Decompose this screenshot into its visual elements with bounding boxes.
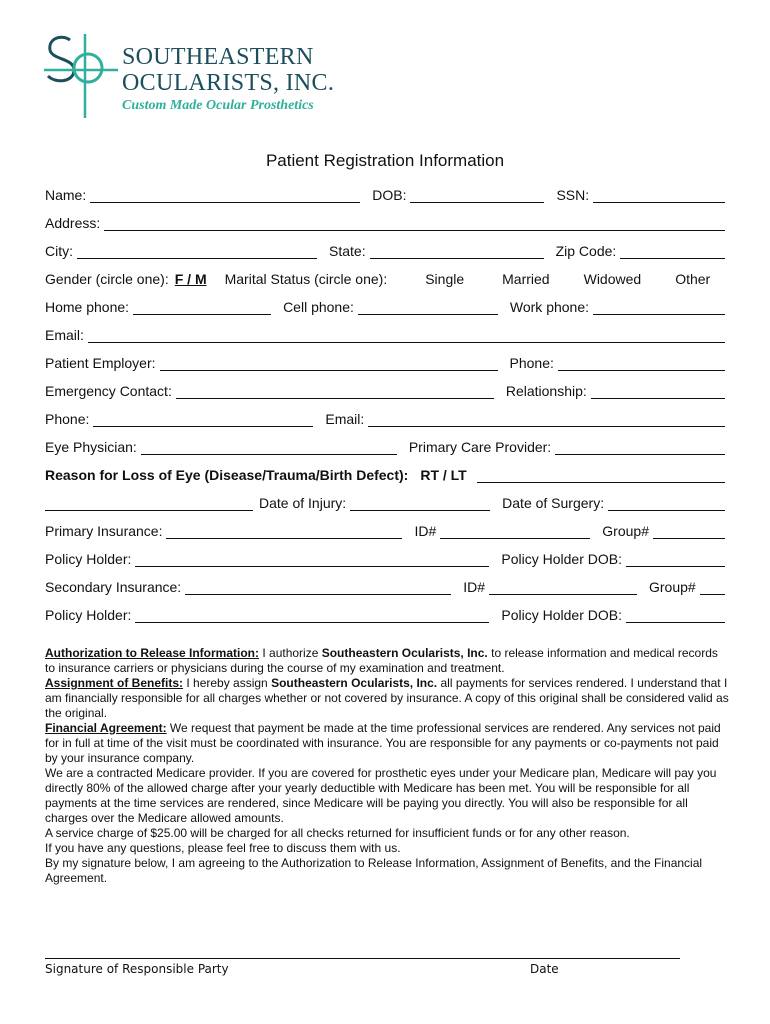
assignment-heading: Assignment of Benefits: [45, 676, 184, 690]
signature-label: Signature of Responsible Party [45, 962, 229, 976]
authorization-paragraph [45, 646, 730, 676]
gender-options[interactable]: F / M [174, 271, 207, 287]
cell-phone-field[interactable] [358, 300, 498, 315]
phone-label: Phone: [509, 355, 554, 371]
primary-care-field[interactable] [555, 440, 725, 455]
secondary-insurance-label: Secondary Insurance: [45, 579, 182, 595]
marital-option-married[interactable]: Married [502, 271, 550, 287]
service-charge-paragraph: A service charge of $25.00 will be charged for all checks returned for insufficient funds or for any other reason. [45, 826, 630, 840]
date-of-surgery-field[interactable] [608, 496, 725, 511]
zip-label: Zip Code: [555, 243, 617, 259]
email-label: Email: [45, 327, 84, 343]
form-title: Patient Registration Information [265, 151, 505, 170]
company-name-line2: OCULARISTS, INC. [122, 70, 335, 96]
secondary-insurance-field[interactable] [185, 580, 451, 595]
authorization-company: Southeastern Ocularists, Inc. [321, 646, 488, 660]
id-label: ID# [414, 523, 437, 539]
eye-physician-field[interactable] [141, 440, 397, 455]
policy-holder-row [45, 547, 725, 567]
terms-section [45, 646, 730, 886]
financial-text: We request that payment be made at the time professional services are rendered. Any services not paid for in full at time of the visit must be coordinated with insurance. You are responsible for any payments or co-payments not paid by your insurance company. [45, 721, 721, 765]
emergency-phone-field[interactable] [93, 412, 313, 427]
city-label: City: [45, 243, 73, 259]
date-of-injury-field[interactable] [350, 496, 490, 511]
reason-continued-field[interactable] [45, 496, 253, 511]
medicare-paragraph: We are a contracted Medicare provider. If you are covered for prosthetic eyes under your Medicare plan, Medicare will pay you directly 80% of the allowed charge after your yearly deductible with Medicare has been met. You will be responsible for all payments at the time services are rendered, since Medicare will be paying you directly. You will also be responsible for all charges over the Medicare allowed amounts. [45, 766, 717, 825]
company-logo [40, 30, 360, 120]
policy-holder-label: Policy Holder: [45, 551, 132, 567]
secondary-group-field[interactable] [700, 580, 725, 595]
patient-employer-field[interactable] [160, 356, 498, 371]
dob-field[interactable] [410, 188, 544, 203]
home-phone-field[interactable] [133, 300, 271, 315]
ssn-label: SSN: [556, 187, 590, 203]
home-phone-label: Home phone: [45, 299, 130, 315]
assignment-paragraph [45, 676, 730, 721]
questions-paragraph: If you have any questions, please feel free to discuss them with us. [45, 841, 401, 855]
primary-insurance-field[interactable] [166, 524, 402, 539]
primary-insurance-row [45, 519, 725, 539]
emergency-contact-label: Emergency Contact: [45, 383, 172, 399]
company-name-line1: SOUTHEASTERN [122, 44, 314, 70]
authorization-text-pre: I authorize [259, 646, 322, 660]
policy-holder-dob-field[interactable] [626, 552, 725, 567]
zip-field[interactable] [620, 244, 725, 259]
name-field[interactable] [90, 188, 360, 203]
emergency-email-field[interactable] [368, 412, 725, 427]
state-field[interactable] [370, 244, 544, 259]
financial-paragraph [45, 721, 730, 766]
name-label: Name: [45, 187, 87, 203]
work-phone-label: Work phone: [509, 299, 590, 315]
reason-row [45, 463, 725, 483]
email-field[interactable] [88, 328, 725, 343]
injury-row [45, 491, 725, 511]
group-label: Group# [602, 523, 649, 539]
assignment-text-pre: I hereby assign [183, 676, 272, 690]
dob-label: DOB: [372, 187, 407, 203]
city-row [45, 239, 725, 259]
financial-heading: Financial Agreement: [45, 721, 167, 735]
primary-group-field[interactable] [653, 524, 725, 539]
date-label: Date [530, 962, 559, 976]
policy-holder2-field[interactable] [135, 608, 489, 623]
reason-field[interactable] [477, 468, 725, 483]
id2-label: ID# [463, 579, 485, 595]
primary-insurance-label: Primary Insurance: [45, 523, 163, 539]
reason-label: Reason for Loss of Eye (Disease/Trauma/Birth Defect): [45, 467, 409, 483]
policy-holder-dob2-field[interactable] [626, 608, 725, 623]
primary-care-label: Primary Care Provider: [408, 439, 552, 455]
assignment-company: Southeastern Ocularists, Inc. [271, 676, 438, 690]
ssn-field[interactable] [593, 188, 725, 203]
phones-row [45, 295, 725, 315]
signature-agreement-paragraph: By my signature below, I am agreeing to the Authorization to Release Information, Assignment of Benefits, and the Financial Agreement. [45, 856, 703, 885]
assignment-text-post: all payments for services rendered. I understand that I am financially responsible for all charges whether or not covered by insurance. A copy of this original shall be considered valid as the original. [45, 676, 729, 720]
relationship-label: Relationship: [505, 383, 587, 399]
cell-phone-label: Cell phone: [283, 299, 354, 315]
emergency-email-label: Email: [325, 411, 365, 427]
address-row [45, 211, 725, 231]
emergency-phone-label: Phone: [45, 411, 90, 427]
policy-holder2-row [45, 603, 725, 623]
marital-option-widowed[interactable]: Widowed [583, 271, 642, 287]
authorization-text-post: to release information and medical records to insurance carriers or physicians during the course of my examination and treatment. [45, 646, 718, 675]
emergency-phone-row [45, 407, 725, 427]
date-of-injury-label: Date of Injury: [259, 495, 347, 511]
policy-holder-dob-label: Policy Holder DOB: [501, 551, 622, 567]
group2-label: Group# [649, 579, 696, 595]
eye-physician-label: Eye Physician: [45, 439, 137, 455]
emergency-contact-field[interactable] [176, 384, 494, 399]
company-tagline: Custom Made Ocular Prosthetics [122, 98, 314, 113]
work-phone-field[interactable] [593, 300, 725, 315]
employer-phone-field[interactable] [558, 356, 725, 371]
signature-field[interactable] [45, 958, 680, 959]
state-label: State: [329, 243, 366, 259]
policy-holder-dob2-label: Policy Holder DOB: [501, 607, 622, 623]
city-field[interactable] [77, 244, 317, 259]
email-row [45, 323, 725, 343]
name-row [45, 183, 725, 203]
employer-row [45, 351, 725, 371]
gender-label: Gender (circle one): [45, 271, 169, 287]
secondary-id-field[interactable] [489, 580, 637, 595]
marital-label: Marital Status (circle one): [224, 271, 388, 287]
primary-id-field[interactable] [440, 524, 590, 539]
gender-marital-row [45, 267, 725, 287]
address-field[interactable] [104, 216, 725, 231]
policy-holder2-label: Policy Holder: [45, 607, 132, 623]
marital-option-single[interactable]: Single [425, 271, 465, 287]
reason-options[interactable]: RT / LT [420, 467, 467, 483]
secondary-insurance-row [45, 575, 725, 595]
address-label: Address: [45, 215, 101, 231]
date-of-surgery-label: Date of Surgery: [502, 495, 605, 511]
emergency-row [45, 379, 725, 399]
patient-employer-label: Patient Employer: [45, 355, 156, 371]
relationship-field[interactable] [591, 384, 725, 399]
physician-row [45, 435, 725, 455]
authorization-heading: Authorization to Release Information: [45, 646, 260, 660]
logo-mark-icon [40, 30, 120, 120]
policy-holder-field[interactable] [135, 552, 489, 567]
marital-option-other[interactable]: Other [675, 271, 711, 287]
